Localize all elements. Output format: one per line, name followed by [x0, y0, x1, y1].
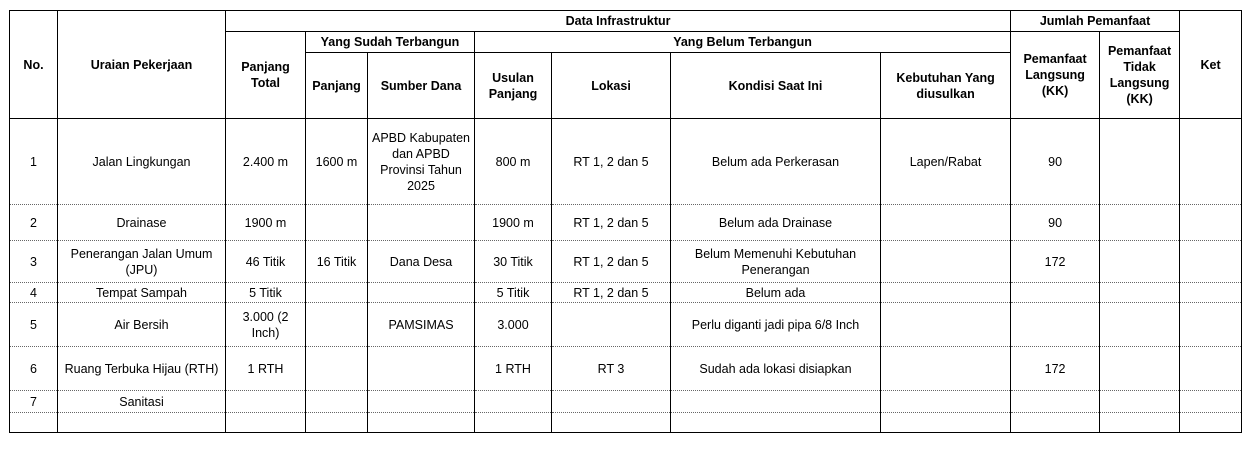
- header-panjang-total: Panjang Total: [226, 32, 306, 119]
- table-row: [10, 241, 1242, 283]
- header-pemanfaat-tidak-langsung: Pemanfaat Tidak Langsung (KK): [1100, 32, 1180, 119]
- header-sudah-terbangun: Yang Sudah Terbangun: [306, 32, 475, 53]
- cell-kondisi: [671, 413, 881, 433]
- cell-tidak-langsung: [1100, 413, 1180, 433]
- cell-uraian: Jalan Lingkungan: [58, 119, 226, 205]
- cell-panjang-total: 5 Titik: [226, 283, 306, 303]
- cell-tidak-langsung: [1100, 303, 1180, 347]
- table-row: [10, 303, 1242, 347]
- cell-kondisi: Belum Memenuhi Kebutuhan Penerangan: [671, 241, 881, 283]
- cell-panjang: 16 Titik: [306, 241, 368, 283]
- header-lokasi: Lokasi: [552, 53, 671, 119]
- cell-kebutuhan: [881, 391, 1011, 413]
- cell-usulan-panjang: [475, 413, 552, 433]
- header-ket: Ket: [1180, 11, 1242, 119]
- cell-lokasi: [552, 391, 671, 413]
- cell-lokasi: RT 3: [552, 347, 671, 391]
- cell-kebutuhan: [881, 413, 1011, 433]
- cell-panjang: [306, 205, 368, 241]
- cell-no: [10, 413, 58, 433]
- cell-lokasi: RT 1, 2 dan 5: [552, 241, 671, 283]
- header-pemanfaat-langsung: Pemanfaat Langsung (KK): [1011, 32, 1100, 119]
- cell-usulan-panjang: 800 m: [475, 119, 552, 205]
- cell-langsung: 172: [1011, 347, 1100, 391]
- cell-uraian: Drainase: [58, 205, 226, 241]
- infrastructure-table: [9, 10, 1242, 433]
- cell-panjang: [306, 413, 368, 433]
- cell-panjang-total: 1 RTH: [226, 347, 306, 391]
- cell-sumber-dana: [368, 413, 475, 433]
- header-data-infrastruktur: Data Infrastruktur: [226, 11, 1011, 32]
- cell-no: 6: [10, 347, 58, 391]
- cell-tidak-langsung: [1100, 283, 1180, 303]
- cell-no: 7: [10, 391, 58, 413]
- table-header: [10, 11, 1242, 119]
- cell-usulan-panjang: [475, 391, 552, 413]
- header-panjang: Panjang: [306, 53, 368, 119]
- cell-panjang: [306, 303, 368, 347]
- table-row: [10, 119, 1242, 205]
- cell-ket: [1180, 241, 1242, 283]
- cell-no: 4: [10, 283, 58, 303]
- cell-no: 5: [10, 303, 58, 347]
- header-usulan-panjang: Usulan Panjang: [475, 53, 552, 119]
- header-kondisi: Kondisi Saat Ini: [671, 53, 881, 119]
- cell-lokasi: RT 1, 2 dan 5: [552, 283, 671, 303]
- cell-sumber-dana: [368, 283, 475, 303]
- cell-langsung: [1011, 391, 1100, 413]
- cell-uraian: Ruang Terbuka Hijau (RTH): [58, 347, 226, 391]
- cell-kebutuhan: [881, 241, 1011, 283]
- cell-langsung: [1011, 303, 1100, 347]
- cell-panjang: 1600 m: [306, 119, 368, 205]
- cell-ket: [1180, 391, 1242, 413]
- cell-langsung: 90: [1011, 205, 1100, 241]
- cell-kebutuhan: Lapen/Rabat: [881, 119, 1011, 205]
- cell-kondisi: Belum ada Perkerasan: [671, 119, 881, 205]
- table-row: [10, 205, 1242, 241]
- cell-langsung: [1011, 283, 1100, 303]
- cell-lokasi: RT 1, 2 dan 5: [552, 119, 671, 205]
- cell-tidak-langsung: [1100, 205, 1180, 241]
- header-jumlah-pemanfaat: Jumlah Pemanfaat: [1011, 11, 1180, 32]
- cell-kebutuhan: [881, 283, 1011, 303]
- cell-uraian: [58, 413, 226, 433]
- cell-no: 1: [10, 119, 58, 205]
- cell-lokasi: [552, 413, 671, 433]
- cell-usulan-panjang: 1 RTH: [475, 347, 552, 391]
- cell-kondisi: Belum ada Drainase: [671, 205, 881, 241]
- cell-uraian: Penerangan Jalan Umum (JPU): [58, 241, 226, 283]
- cell-kondisi: Sudah ada lokasi disiapkan: [671, 347, 881, 391]
- table-row: [10, 413, 1242, 433]
- cell-panjang: [306, 283, 368, 303]
- cell-tidak-langsung: [1100, 241, 1180, 283]
- cell-tidak-langsung: [1100, 119, 1180, 205]
- table-body: [10, 119, 1242, 433]
- cell-usulan-panjang: 5 Titik: [475, 283, 552, 303]
- cell-sumber-dana: [368, 205, 475, 241]
- cell-panjang-total: 1900 m: [226, 205, 306, 241]
- cell-no: 3: [10, 241, 58, 283]
- cell-lokasi: [552, 303, 671, 347]
- header-uraian: Uraian Pekerjaan: [58, 11, 226, 119]
- cell-usulan-panjang: 3.000: [475, 303, 552, 347]
- cell-langsung: 90: [1011, 119, 1100, 205]
- cell-langsung: 172: [1011, 241, 1100, 283]
- cell-kondisi: Perlu diganti jadi pipa 6/8 Inch: [671, 303, 881, 347]
- cell-no: 2: [10, 205, 58, 241]
- cell-panjang-total: 2.400 m: [226, 119, 306, 205]
- header-belum-terbangun: Yang Belum Terbangun: [475, 32, 1011, 53]
- cell-panjang-total: 46 Titik: [226, 241, 306, 283]
- cell-ket: [1180, 119, 1242, 205]
- header-sumber-dana: Sumber Dana: [368, 53, 475, 119]
- cell-kebutuhan: [881, 303, 1011, 347]
- cell-uraian: Sanitasi: [58, 391, 226, 413]
- cell-panjang-total: [226, 391, 306, 413]
- header-kebutuhan: Kebutuhan Yang diusulkan: [881, 53, 1011, 119]
- cell-kebutuhan: [881, 205, 1011, 241]
- table-row: [10, 391, 1242, 413]
- cell-kondisi: [671, 391, 881, 413]
- cell-panjang-total: [226, 413, 306, 433]
- cell-ket: [1180, 413, 1242, 433]
- table-row: [10, 347, 1242, 391]
- cell-usulan-panjang: 1900 m: [475, 205, 552, 241]
- cell-tidak-langsung: [1100, 347, 1180, 391]
- cell-sumber-dana: PAMSIMAS: [368, 303, 475, 347]
- cell-tidak-langsung: [1100, 391, 1180, 413]
- header-no: No.: [10, 11, 58, 119]
- cell-sumber-dana: [368, 391, 475, 413]
- cell-panjang-total: 3.000 (2 Inch): [226, 303, 306, 347]
- cell-sumber-dana: APBD Kabupaten dan APBD Provinsi Tahun 2025: [368, 119, 475, 205]
- cell-panjang: [306, 347, 368, 391]
- cell-sumber-dana: [368, 347, 475, 391]
- cell-lokasi: RT 1, 2 dan 5: [552, 205, 671, 241]
- cell-ket: [1180, 347, 1242, 391]
- cell-uraian: Air Bersih: [58, 303, 226, 347]
- cell-panjang: [306, 391, 368, 413]
- table-row: [10, 283, 1242, 303]
- cell-kebutuhan: [881, 347, 1011, 391]
- cell-langsung: [1011, 413, 1100, 433]
- cell-kondisi: Belum ada: [671, 283, 881, 303]
- cell-uraian: Tempat Sampah: [58, 283, 226, 303]
- cell-ket: [1180, 303, 1242, 347]
- cell-usulan-panjang: 30 Titik: [475, 241, 552, 283]
- cell-sumber-dana: Dana Desa: [368, 241, 475, 283]
- cell-ket: [1180, 205, 1242, 241]
- cell-ket: [1180, 283, 1242, 303]
